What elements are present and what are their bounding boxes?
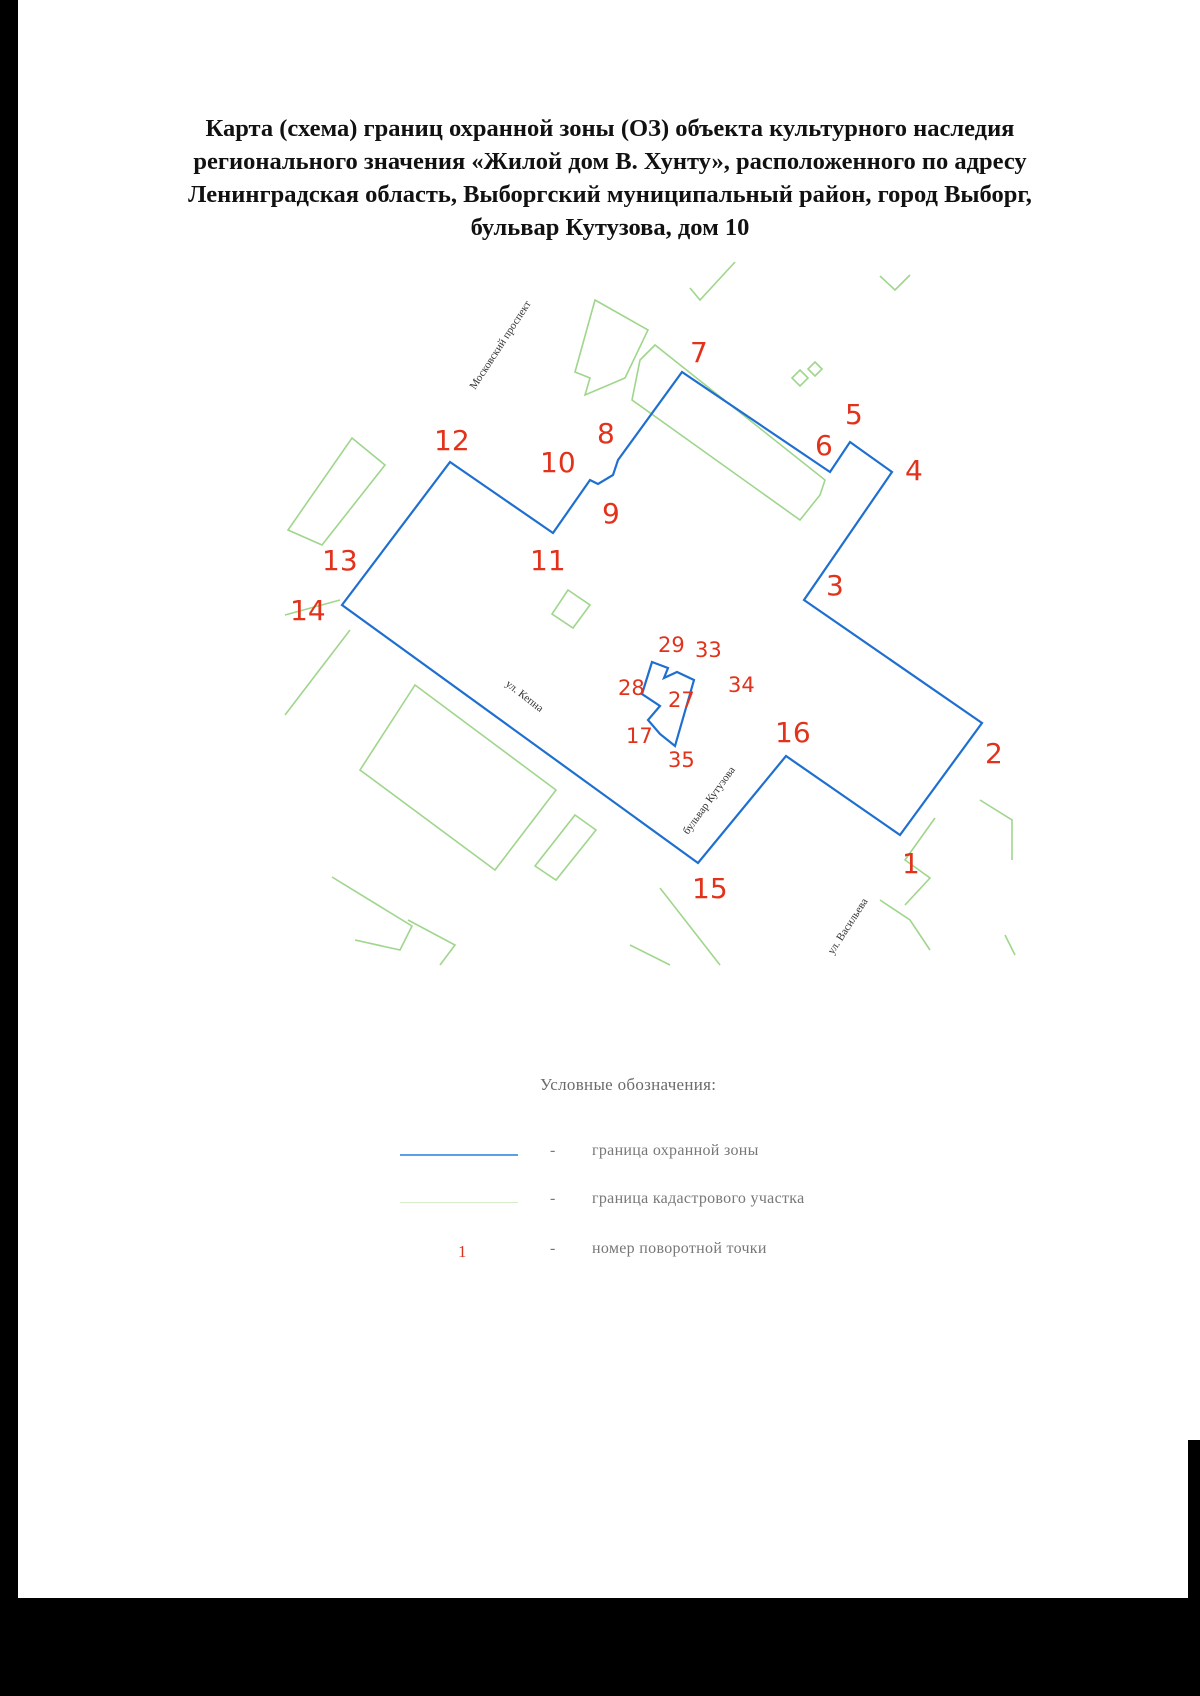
- point-label-28: 28: [618, 676, 645, 700]
- street-label-vasilyeva: ул. Васильева: [825, 896, 871, 957]
- title-line-4: бульвар Кутузова, дом 10: [470, 214, 750, 241]
- legend-separator: -: [550, 1142, 556, 1159]
- cadastral-parcel: [880, 275, 910, 290]
- cadastral-line: [1005, 935, 1015, 955]
- street-label-kepna: ул. Кепна: [503, 677, 546, 715]
- point-label-15: 15: [692, 872, 728, 905]
- cadastral-parcel: [808, 362, 822, 376]
- scan-edge-bottom: [0, 1598, 1200, 1696]
- legend-title: Условные обозначения:: [540, 1075, 717, 1094]
- cadastral-parcel: [332, 877, 412, 950]
- street-label-moskovsky: Московский проспект: [467, 298, 534, 392]
- point-label-12: 12: [434, 424, 470, 457]
- street-labels: [467, 298, 870, 956]
- title-line-3: Ленинградская область, Выборгский муниципальный район, город Выборг,: [188, 181, 1032, 208]
- cadastral-parcel: [408, 920, 455, 965]
- legend-point-symbol: 1: [458, 1242, 467, 1261]
- point-label-4: 4: [905, 454, 923, 487]
- cadastral-parcel: [288, 438, 385, 545]
- cadastral-parcel: [360, 685, 556, 870]
- street-label-kutuzova: бульвар Кутузова: [680, 764, 738, 837]
- legend-zone-label: граница охранной зоны: [592, 1142, 759, 1159]
- point-label-16: 16: [775, 716, 811, 749]
- cadastral-parcel: [980, 800, 1012, 860]
- point-label-8: 8: [597, 417, 615, 450]
- legend-point-label: номер поворотной точки: [592, 1240, 767, 1257]
- cadastral-line: [285, 630, 350, 715]
- legend-separator: -: [550, 1240, 556, 1257]
- point-label-11: 11: [530, 544, 566, 577]
- cadastral-parcel: [690, 262, 735, 300]
- title-line-2: регионального значения «Жилой дом В. Хунту», расположенного по адресу: [193, 148, 1027, 175]
- point-label-3: 3: [826, 569, 844, 602]
- legend-cadastral-label: граница кадастрового участка: [592, 1190, 805, 1207]
- point-label-6: 6: [815, 429, 833, 462]
- point-label-34: 34: [728, 673, 755, 697]
- point-label-14: 14: [290, 594, 326, 627]
- cadastral-parcel: [575, 300, 648, 395]
- legend-item-zone: [400, 1140, 920, 1170]
- cadastral-parcel: [552, 590, 590, 628]
- point-label-10: 10: [540, 446, 576, 479]
- legend-cadastral-line: [400, 1202, 518, 1203]
- cadastral-parcel: [792, 370, 808, 386]
- cadastral-line: [630, 945, 670, 965]
- point-label-17: 17: [626, 724, 653, 748]
- cadastral-parcel: [880, 900, 930, 950]
- legend-separator: -: [550, 1190, 556, 1207]
- legend-zone-line: [400, 1154, 518, 1156]
- point-label-27: 27: [668, 688, 695, 712]
- point-label-1: 1: [902, 847, 920, 880]
- point-label-7: 7: [690, 336, 708, 369]
- cadastral-parcel: [632, 345, 825, 520]
- legend-item-cadastral: [400, 1188, 920, 1218]
- point-label-13: 13: [322, 544, 358, 577]
- legend-item-point: [400, 1238, 920, 1268]
- point-label-33: 33: [695, 638, 722, 662]
- point-label-2: 2: [985, 737, 1003, 770]
- point-label-35: 35: [668, 748, 695, 772]
- point-label-29: 29: [658, 633, 685, 657]
- point-label-5: 5: [845, 398, 863, 431]
- cadastral-parcel: [535, 815, 596, 880]
- point-label-9: 9: [602, 497, 620, 530]
- title-line-1: Карта (схема) границ охранной зоны (ОЗ) объекта культурного наследия: [205, 115, 1015, 142]
